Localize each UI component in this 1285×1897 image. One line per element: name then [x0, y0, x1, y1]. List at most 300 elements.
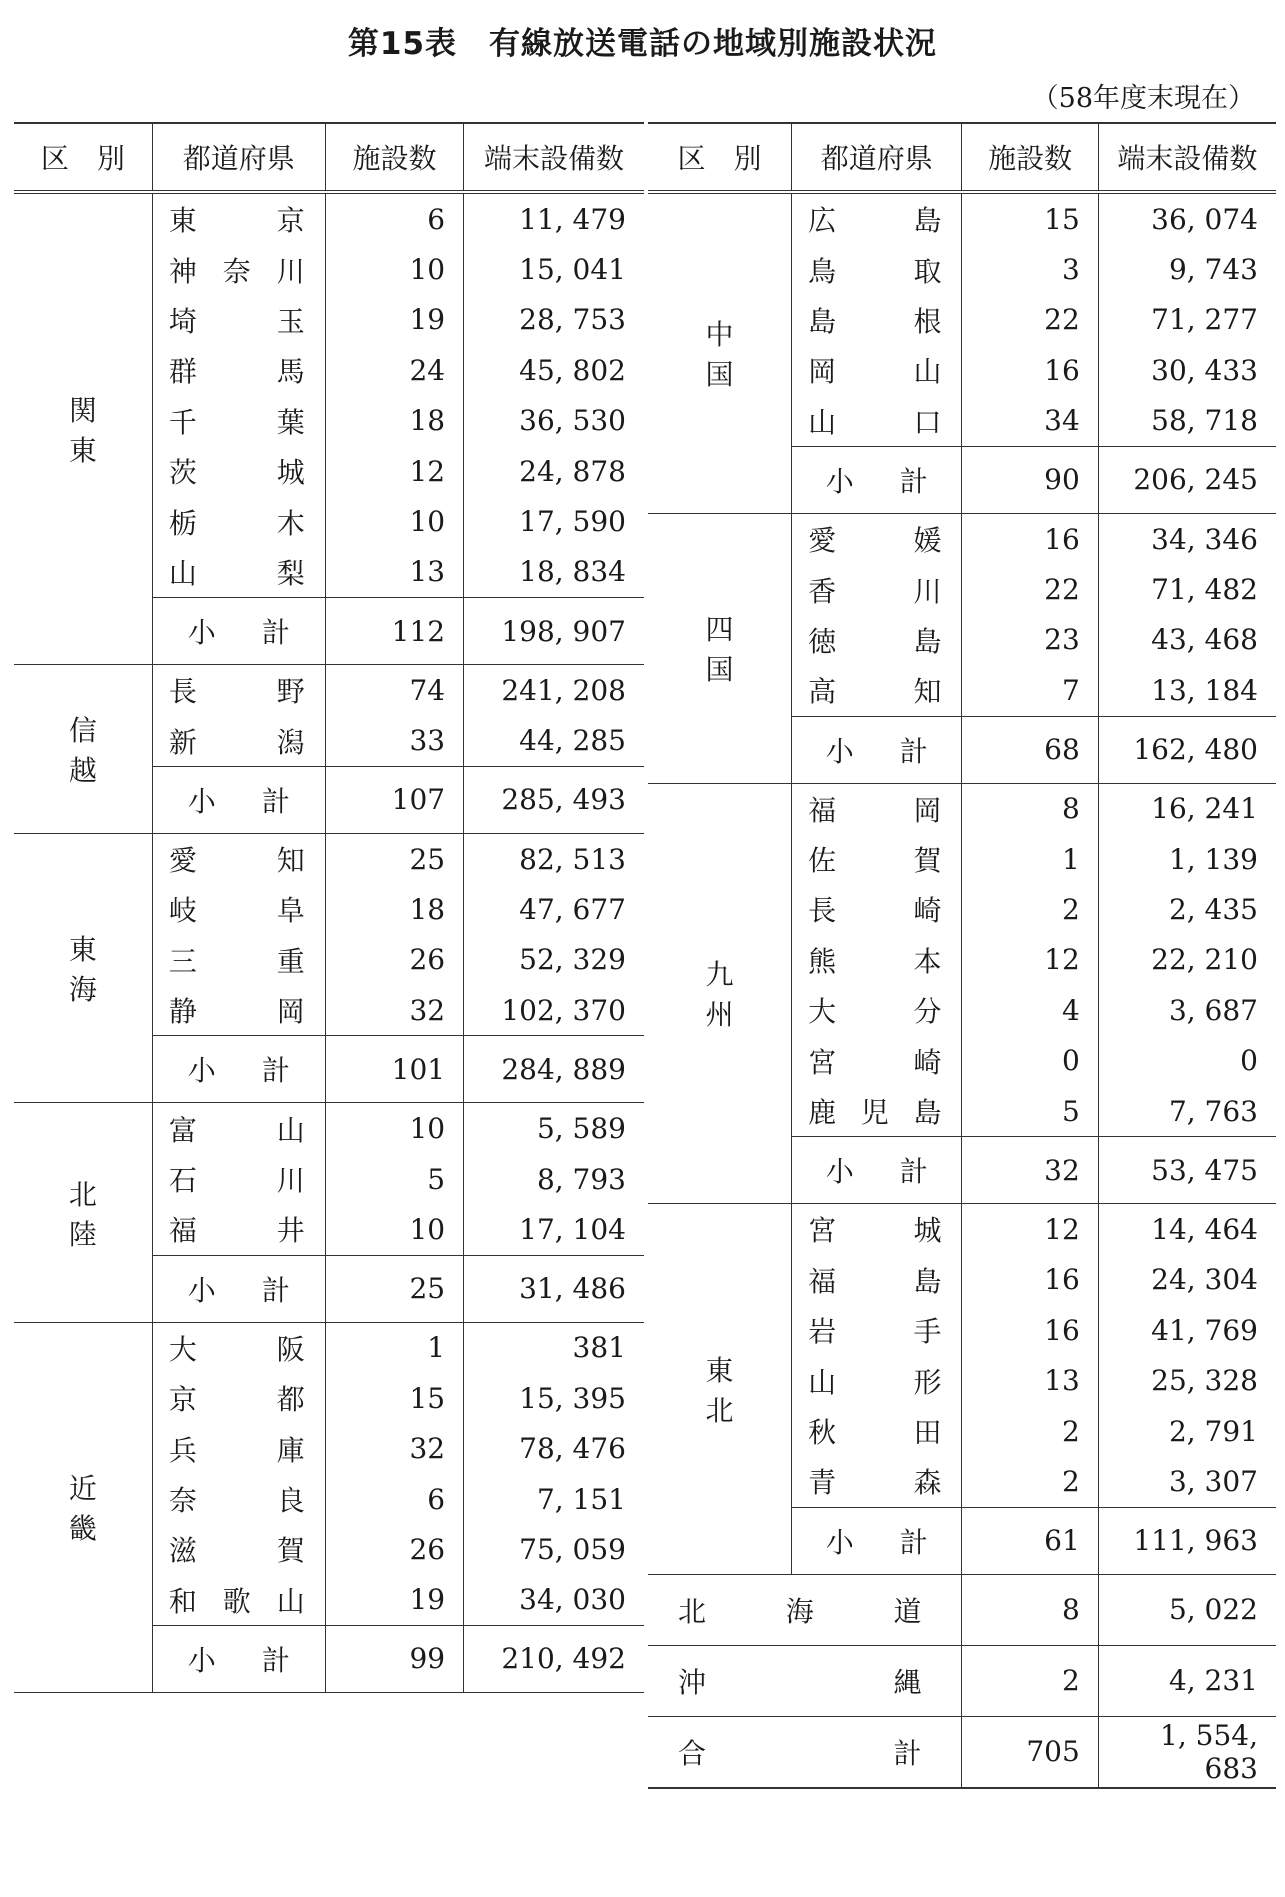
name-char: 秋 [808, 1416, 837, 1449]
subtotal-facilities: 112 [325, 598, 463, 665]
prefecture-cell [152, 1322, 325, 1373]
prefecture-cell [152, 1103, 325, 1154]
name-char: 熊 [808, 944, 837, 978]
name-char: 阪 [276, 1332, 305, 1366]
name-chars [153, 990, 325, 1030]
terminals-cell: 17, 590 [464, 496, 644, 546]
facilities-cell: 2 [962, 1406, 1098, 1456]
subtotal-label [153, 1269, 325, 1309]
prefecture-cell [792, 564, 962, 614]
subtotal-terminals: 285, 493 [464, 766, 644, 833]
terminals-cell: 16, 241 [1098, 783, 1276, 834]
facilities-cell: 22 [962, 295, 1098, 345]
terminals-cell: 13, 184 [1098, 665, 1276, 716]
name-char: 山 [808, 1365, 837, 1399]
name-chars [153, 889, 325, 929]
region-char: 海 [68, 973, 97, 1007]
name-char: 静 [168, 995, 197, 1029]
subtotal-char: 小 [187, 1643, 216, 1677]
facilities-cell: 26 [325, 935, 463, 985]
prefecture-cell [152, 345, 325, 395]
facilities-cell: 705 [962, 1716, 1098, 1788]
prefecture-cell [152, 1154, 325, 1204]
terminals-cell: 82, 513 [464, 833, 644, 884]
facilities-cell: 7 [962, 665, 1098, 716]
facilities-cell: 18 [325, 396, 463, 446]
name-char: 山 [276, 1113, 305, 1147]
region-char: 近 [68, 1472, 97, 1506]
facilities-cell: 10 [325, 496, 463, 546]
name-chars [792, 990, 961, 1030]
prefecture-cell [152, 1575, 325, 1626]
prefecture-cell [792, 665, 962, 716]
subtotal-label-cell [792, 1507, 962, 1574]
terminals-cell: 5, 589 [464, 1103, 644, 1154]
prefecture-cell [792, 1305, 962, 1355]
terminals-cell: 8, 793 [464, 1154, 644, 1204]
facilities-cell: 5 [325, 1154, 463, 1204]
name-char: 鳥 [808, 254, 837, 288]
terminals-cell: 381 [464, 1322, 644, 1373]
facilities-cell: 16 [962, 1305, 1098, 1355]
name-chars [153, 1529, 325, 1569]
region-char: 北 [68, 1177, 97, 1211]
column-header: 施設数 [325, 123, 463, 192]
facilities-cell: 15 [962, 192, 1098, 244]
prefecture-cell [792, 396, 962, 447]
name-char: 北 [678, 1594, 707, 1628]
facilities-cell: 16 [962, 513, 1098, 564]
name-char: 根 [913, 304, 942, 338]
name-chars [792, 519, 961, 559]
name-char: 奈 [222, 254, 251, 288]
table-title: 第15表 有線放送電話の地域別施設状況 [347, 26, 938, 62]
terminals-cell: 24, 304 [1098, 1255, 1276, 1305]
name-char: 大 [808, 995, 837, 1029]
subtotal-terminals: 210, 492 [464, 1625, 644, 1692]
terminals-cell: 4, 231 [1098, 1645, 1276, 1716]
name-char: 宮 [808, 1045, 837, 1079]
facilities-cell: 6 [325, 192, 463, 244]
region-char: 信 [68, 714, 97, 748]
terminals-cell: 5, 022 [1098, 1574, 1276, 1645]
prefecture-cell [792, 345, 962, 395]
facilities-cell: 10 [325, 1204, 463, 1255]
prefecture-cell [152, 244, 325, 294]
prefecture-cell [792, 615, 962, 665]
subtotal-label-cell [152, 766, 325, 833]
subtotal-label [792, 730, 961, 770]
terminals-cell: 241, 208 [464, 665, 644, 716]
name-char: 神 [168, 254, 197, 288]
region-cell [648, 513, 792, 783]
subtotal-char: 計 [261, 1273, 290, 1307]
facilities-cell: 13 [962, 1355, 1098, 1405]
terminals-cell: 15, 041 [464, 244, 644, 294]
name-char: 愛 [808, 524, 837, 558]
name-char: 阜 [276, 894, 305, 928]
region-label [648, 925, 791, 1061]
terminals-cell: 9, 743 [1098, 244, 1276, 294]
region-label [14, 1439, 152, 1575]
name-char: 広 [808, 204, 837, 238]
prefecture-cell [152, 547, 325, 598]
name-char: 知 [276, 844, 305, 878]
name-chars [648, 1732, 961, 1772]
subtotal-char: 小 [825, 1525, 854, 1559]
facilities-cell: 19 [325, 1575, 463, 1626]
terminals-cell: 7, 151 [464, 1474, 644, 1524]
name-char: 森 [913, 1466, 942, 1500]
subtotal-terminals: 53, 475 [1098, 1137, 1276, 1204]
name-char: 良 [276, 1484, 305, 1517]
facilities-cell: 23 [962, 615, 1098, 665]
name-chars [153, 1159, 325, 1199]
subtotal-terminals: 284, 889 [464, 1036, 644, 1103]
name-chars [792, 670, 961, 710]
subtotal-char: 小 [825, 464, 854, 498]
terminals-cell: 3, 687 [1098, 985, 1276, 1035]
terminals-cell: 1, 139 [1098, 834, 1276, 884]
prefecture-cell [792, 1255, 962, 1305]
name-char: 手 [913, 1315, 942, 1349]
name-char: 沖 [678, 1665, 707, 1699]
name-char: 奈 [168, 1484, 197, 1517]
column-header: 区 別 [14, 123, 152, 192]
facilities-cell: 16 [962, 345, 1098, 395]
name-chars [792, 401, 961, 441]
region-label [648, 1321, 791, 1457]
region-cell [14, 192, 152, 665]
region-char: 関 [68, 394, 97, 428]
name-chars [153, 1209, 325, 1249]
name-chars [792, 250, 961, 290]
subtotal-facilities: 107 [325, 766, 463, 833]
facilities-cell: 32 [325, 985, 463, 1036]
table-row [648, 513, 1276, 564]
subtotal-char: 計 [899, 1155, 928, 1189]
subtotal-facilities: 90 [962, 446, 1098, 513]
subtotal-char: 計 [261, 784, 290, 818]
name-char: 福 [168, 1214, 197, 1248]
facilities-cell: 4 [962, 985, 1098, 1035]
table-row [14, 1103, 644, 1154]
region-char: 東 [705, 1353, 734, 1387]
prefecture-cell [792, 1035, 962, 1085]
region-char: 国 [705, 358, 734, 392]
subtotal-terminals: 111, 963 [1098, 1507, 1276, 1574]
name-char: 長 [808, 894, 837, 928]
region-cell [648, 1204, 792, 1574]
subtotal-label-cell [152, 1036, 325, 1103]
prefecture-cell [792, 834, 962, 884]
name-char: 愛 [168, 844, 197, 878]
name-char: 岐 [168, 894, 197, 928]
name-char: 崎 [913, 1045, 942, 1079]
prefecture-cell [152, 1423, 325, 1473]
facilities-cell: 24 [325, 345, 463, 395]
prefecture-cell [152, 295, 325, 345]
prefecture-cell [792, 244, 962, 294]
name-char: 井 [276, 1214, 305, 1248]
subtotal-label [153, 1639, 325, 1679]
prefecture-cell [152, 1373, 325, 1423]
prefecture-cell [792, 513, 962, 564]
name-char: 賀 [276, 1534, 305, 1568]
single-name-cell [648, 1645, 962, 1716]
region-label [14, 681, 152, 817]
name-char: 新 [168, 725, 197, 759]
name-char: 児 [860, 1096, 889, 1130]
terminals-cell: 15, 395 [464, 1373, 644, 1423]
prefecture-cell [152, 716, 325, 767]
subtotal-terminals: 206, 245 [1098, 446, 1276, 513]
name-char: 岡 [276, 995, 305, 1029]
name-char: 川 [276, 1164, 305, 1198]
subtotal-facilities: 32 [962, 1137, 1098, 1204]
name-chars [153, 552, 325, 592]
terminals-cell: 1, 554, 683 [1098, 1716, 1276, 1788]
name-char: 島 [913, 1096, 942, 1130]
subtotal-facilities: 99 [325, 1625, 463, 1692]
name-chars [792, 839, 961, 879]
name-chars [153, 1479, 325, 1519]
facilities-cell: 19 [325, 295, 463, 345]
name-char: 川 [913, 574, 942, 608]
region-cell [648, 192, 792, 513]
table-row [648, 1204, 1276, 1255]
table-row [648, 783, 1276, 834]
name-char: 埼 [168, 304, 197, 338]
subtotal-facilities: 101 [325, 1036, 463, 1103]
subtotal-char: 小 [825, 734, 854, 768]
prefecture-cell [152, 192, 325, 244]
subtotal-label-cell [152, 1625, 325, 1692]
name-char: 海 [785, 1594, 814, 1628]
facilities-cell: 32 [325, 1423, 463, 1473]
name-chars [153, 940, 325, 980]
name-char: 青 [808, 1466, 837, 1500]
name-char: 岡 [808, 355, 837, 389]
name-char: 庫 [276, 1433, 305, 1467]
region-char: 越 [68, 754, 97, 788]
name-char: 馬 [276, 355, 305, 389]
name-char: 富 [168, 1113, 197, 1147]
name-chars [153, 839, 325, 879]
subtotal-label [792, 1521, 961, 1561]
subtotal-char: 計 [899, 464, 928, 498]
name-char: 山 [276, 1584, 305, 1618]
facilities-cell: 8 [962, 1574, 1098, 1645]
name-char: 島 [913, 1264, 942, 1298]
prefecture-cell [152, 935, 325, 985]
subtotal-label-cell [152, 598, 325, 665]
name-char: 道 [893, 1594, 922, 1628]
single-row [648, 1574, 1276, 1645]
facilities-cell: 5 [962, 1086, 1098, 1137]
prefecture-cell [792, 1456, 962, 1507]
name-char: 岡 [913, 793, 942, 827]
terminals-cell: 2, 791 [1098, 1406, 1276, 1456]
name-char: 取 [913, 254, 942, 288]
facilities-cell: 8 [962, 783, 1098, 834]
facilities-cell: 16 [962, 1255, 1098, 1305]
subtotal-char: 小 [187, 784, 216, 818]
prefecture-cell [152, 1524, 325, 1574]
subtotal-terminals: 198, 907 [464, 598, 644, 665]
terminals-cell: 24, 878 [464, 446, 644, 496]
prefecture-cell [152, 496, 325, 546]
facilities-cell: 13 [325, 547, 463, 598]
name-chars [153, 502, 325, 542]
region-label [648, 285, 791, 421]
name-char: 口 [913, 405, 942, 439]
terminals-cell: 2, 435 [1098, 884, 1276, 934]
subtotal-label [153, 611, 325, 651]
name-char: 城 [276, 456, 305, 490]
prefecture-cell [152, 884, 325, 934]
name-chars [792, 1041, 961, 1081]
facilities-cell: 34 [962, 396, 1098, 447]
facilities-cell: 0 [962, 1035, 1098, 1085]
terminals-cell: 3, 307 [1098, 1456, 1276, 1507]
facilities-cell: 15 [325, 1373, 463, 1423]
name-chars [792, 889, 961, 929]
name-chars [792, 940, 961, 980]
facilities-cell: 18 [325, 884, 463, 934]
terminals-cell: 71, 277 [1098, 295, 1276, 345]
prefecture-cell [792, 192, 962, 244]
subtotal-label-cell [152, 1255, 325, 1322]
terminals-cell: 45, 802 [464, 345, 644, 395]
terminals-cell: 71, 482 [1098, 564, 1276, 614]
left-table [14, 122, 644, 1693]
facilities-cell: 10 [325, 244, 463, 294]
name-char: 群 [168, 355, 197, 389]
terminals-cell: 22, 210 [1098, 935, 1276, 985]
subtotal-label-cell [792, 446, 962, 513]
single-row [648, 1716, 1276, 1788]
name-chars [792, 1461, 961, 1501]
terminals-cell: 41, 769 [1098, 1305, 1276, 1355]
name-char: 梨 [276, 556, 305, 590]
name-char: 媛 [913, 524, 942, 558]
terminals-cell: 44, 285 [464, 716, 644, 767]
facilities-cell: 22 [962, 564, 1098, 614]
prefecture-cell [152, 446, 325, 496]
region-cell [14, 1322, 152, 1692]
name-chars [792, 1411, 961, 1451]
prefecture-cell [792, 783, 962, 834]
name-char: 三 [168, 944, 197, 978]
name-chars [792, 199, 961, 239]
facilities-cell: 12 [962, 1204, 1098, 1255]
name-char: 栃 [168, 506, 197, 540]
terminals-cell: 58, 718 [1098, 396, 1276, 447]
name-chars [792, 1209, 961, 1249]
name-char: 木 [276, 506, 305, 540]
table-row [14, 192, 644, 244]
single-name-cell [648, 1574, 962, 1645]
name-char: 潟 [276, 725, 305, 759]
name-char: 兵 [168, 1433, 197, 1467]
name-chars [792, 350, 961, 390]
name-char: 歌 [222, 1584, 251, 1618]
prefecture-cell [792, 1355, 962, 1405]
prefecture-cell [792, 935, 962, 985]
prefecture-cell [152, 1474, 325, 1524]
name-char: 福 [808, 793, 837, 827]
region-label [648, 580, 791, 716]
name-char: 徳 [808, 624, 837, 658]
terminals-cell: 75, 059 [464, 1524, 644, 1574]
name-chars [792, 1361, 961, 1401]
name-chars [153, 300, 325, 340]
table-row [648, 192, 1276, 244]
single-row [648, 1645, 1276, 1716]
facilities-cell: 3 [962, 244, 1098, 294]
region-cell [14, 833, 152, 1103]
name-char: 島 [913, 204, 942, 238]
name-chars [153, 350, 325, 390]
column-header: 端末設備数 [464, 123, 644, 192]
prefecture-cell [152, 1204, 325, 1255]
subtotal-char: 小 [187, 1273, 216, 1307]
facilities-cell: 26 [325, 1524, 463, 1574]
column-header: 端末設備数 [1098, 123, 1276, 192]
name-char: 玉 [276, 304, 305, 338]
prefecture-cell [152, 985, 325, 1036]
name-char: 大 [168, 1332, 197, 1366]
name-char: 山 [913, 355, 942, 389]
prefecture-cell [792, 884, 962, 934]
subtotal-facilities: 68 [962, 716, 1098, 783]
name-char: 千 [168, 405, 197, 439]
facilities-cell: 25 [325, 833, 463, 884]
date-note: （58年度末現在） [1031, 83, 1255, 114]
facilities-cell: 33 [325, 716, 463, 767]
name-char: 計 [893, 1736, 922, 1770]
terminals-cell: 34, 030 [464, 1575, 644, 1626]
prefecture-cell [152, 665, 325, 716]
column-header: 区 別 [648, 123, 792, 192]
name-char: 葉 [276, 405, 305, 439]
terminals-cell: 34, 346 [1098, 513, 1276, 564]
subtotal-label [792, 1150, 961, 1190]
name-chars [792, 620, 961, 660]
name-chars [648, 1590, 961, 1630]
name-char: 合 [678, 1736, 707, 1770]
name-char: 野 [276, 675, 305, 709]
prefecture-cell [152, 396, 325, 446]
name-char: 佐 [808, 844, 837, 878]
name-chars [792, 1260, 961, 1300]
name-char: 川 [276, 254, 305, 288]
name-chars [153, 199, 325, 239]
name-char: 島 [808, 304, 837, 338]
right-table [648, 122, 1276, 1789]
name-char: 山 [168, 556, 197, 590]
subtotal-terminals: 162, 480 [1098, 716, 1276, 783]
name-char: 重 [276, 944, 305, 978]
subtotal-label [153, 780, 325, 820]
name-char: 田 [913, 1416, 942, 1449]
name-chars [153, 1378, 325, 1418]
prefecture-cell [792, 985, 962, 1035]
name-chars [153, 451, 325, 491]
region-char: 国 [705, 653, 734, 687]
name-chars [153, 721, 325, 761]
